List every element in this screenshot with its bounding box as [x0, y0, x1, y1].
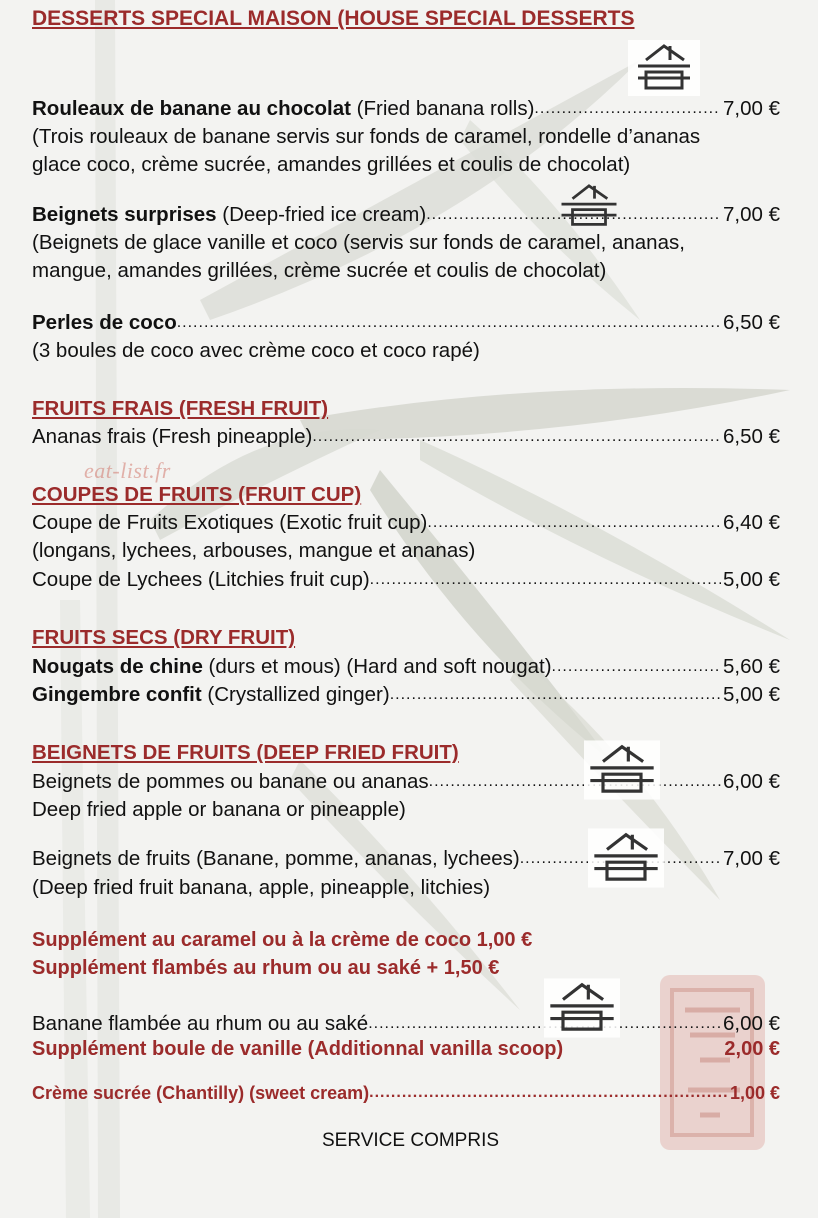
- house-pictogram-icon: [628, 40, 700, 101]
- nougats-english: (durs et mous) (Hard and soft nougat): [202, 655, 552, 678]
- banane-flambee-name: Banane flambée au rhum ou au saké: [32, 1012, 369, 1035]
- coupe-exotiques-desc-1: (longans, lychees, arbouses, mangue et ananas): [32, 539, 476, 562]
- beignets-fruits-line: [32, 846, 780, 872]
- rouleaux-price: 7,00 €: [723, 97, 780, 120]
- beignets-surprises-desc-1: (Beignets de glace vanille et coco (servis sur fonds de caramel, ananas,: [32, 231, 685, 254]
- beignets-pommes-desc-1: Deep fried apple or banana or pineapple): [32, 798, 406, 821]
- supplement-vanille-line: [32, 1036, 780, 1062]
- beignets-fruits-price: 7,00 €: [723, 847, 780, 870]
- rouleaux-english: (Fried banana rolls): [350, 97, 535, 120]
- service-compris: SERVICE COMPRIS: [322, 1130, 500, 1151]
- leader-dots: [370, 567, 721, 593]
- coupe-lychees-line: [32, 567, 780, 593]
- coupe-exotiques-price: 6,40 €: [723, 511, 780, 534]
- coupe-exotiques-name: Coupe de Fruits Exotiques (Exotic fruit cup): [32, 511, 428, 534]
- leader-dots: [552, 654, 721, 680]
- leader-dots: [369, 1080, 728, 1106]
- section-heading-fruits-secs: FRUITS SECS (DRY FRUIT): [32, 626, 296, 649]
- rouleaux-desc-1: (Trois rouleaux de banane servis sur fonds de caramel, rondelle d’ananas: [32, 125, 701, 148]
- creme-price: 1,00 €: [729, 1083, 780, 1103]
- beignets-surprises-english: (Deep-fried ice cream): [216, 203, 427, 226]
- leader-dots: [427, 510, 721, 536]
- gingembre-price: 5,00 €: [723, 683, 780, 706]
- perles-price: 6,50 €: [723, 311, 780, 334]
- beignets-pommes-price: 6,00 €: [723, 770, 780, 793]
- supplement-caramel: Supplément au caramel ou à la crème de coco 1,00 €: [32, 929, 533, 951]
- perles-name: Perles de coco: [32, 311, 177, 334]
- gingembre-english: (Crystallized ginger): [201, 683, 390, 706]
- creme-line: [32, 1080, 780, 1106]
- beignets-surprises-price: 7,00 €: [723, 203, 780, 226]
- rouleaux-desc-2: glace coco, crème sucrée, amandes grillées et coulis de chocolat): [32, 153, 631, 176]
- watermark-text: eat-list.fr: [84, 458, 171, 483]
- section-heading-beignets-fruits: BEIGNETS DE FRUITS (DEEP FRIED FRUIT): [32, 741, 459, 764]
- nougats-name: Nougats de chine: [32, 655, 203, 678]
- banane-flambee-line: [32, 1011, 780, 1037]
- rouleaux-name: Rouleaux de banane au chocolat: [32, 97, 351, 120]
- leader-dots: [177, 310, 721, 336]
- coupe-lychees-name: Coupe de Lychees (Litchies fruit cup): [32, 568, 370, 591]
- supplement-vanille-text: Supplément boule de vanille (Additionnal vanilla scoop): [32, 1038, 564, 1060]
- coupe-lychees-price: 5,00 €: [723, 568, 780, 591]
- gingembre-name: Gingembre confit: [32, 683, 202, 706]
- leader-dots: [312, 424, 721, 450]
- ananas-price: 6,50 €: [723, 425, 780, 448]
- supplement-vanille-price: 2,00 €: [724, 1038, 780, 1060]
- coupe-exotiques-line: [32, 510, 780, 536]
- house-pictogram-icon: [584, 738, 660, 807]
- gingembre-line: [32, 682, 780, 708]
- nougats-price: 5,60 €: [723, 655, 780, 678]
- beignets-fruits-desc-1: (Deep fried fruit banana, apple, pineapple, litchies): [32, 876, 491, 899]
- beignets-fruits-name: Beignets de fruits (Banane, pomme, ananas, lychees): [32, 847, 520, 870]
- section-heading-fruits-frais: FRUITS FRAIS (FRESH FRUIT): [32, 397, 329, 420]
- beignets-surprises-line: [32, 202, 780, 228]
- beignets-surprises-desc-2: mangue, amandes grillées, crème sucrée et coulis de chocolat): [32, 259, 607, 282]
- leader-dots: [390, 682, 721, 708]
- house-pictogram-icon: [544, 978, 620, 1043]
- banane-flambee-price: 6,00 €: [723, 1012, 780, 1035]
- perles-desc-1: (3 boules de coco avec crème coco et coco rapé): [32, 339, 480, 362]
- creme-name: Crème sucrée (Chantilly) (sweet cream): [32, 1083, 370, 1103]
- beignets-surprises-name: Beignets surprises: [32, 203, 217, 226]
- supplement-flambes: Supplément flambés au rhum ou au saké + 1,50 €: [32, 957, 500, 979]
- perles-line: [32, 310, 780, 336]
- nougats-line: [32, 654, 780, 680]
- ananas-name: Ananas frais (Fresh pineapple): [32, 425, 313, 448]
- beignets-pommes-name: Beignets de pommes ou banane ou ananas: [32, 770, 429, 793]
- section-heading-coupes: COUPES DE FRUITS (FRUIT CUP): [32, 483, 362, 506]
- page-title: DESSERTS SPECIAL MAISON (HOUSE SPECIAL DESSERTS: [32, 7, 635, 30]
- ananas-line: [32, 424, 780, 450]
- house-pictogram-icon: [556, 180, 622, 237]
- leader-dots: [429, 769, 721, 795]
- house-pictogram-icon: [588, 826, 664, 895]
- beignets-pommes-line: [32, 769, 780, 795]
